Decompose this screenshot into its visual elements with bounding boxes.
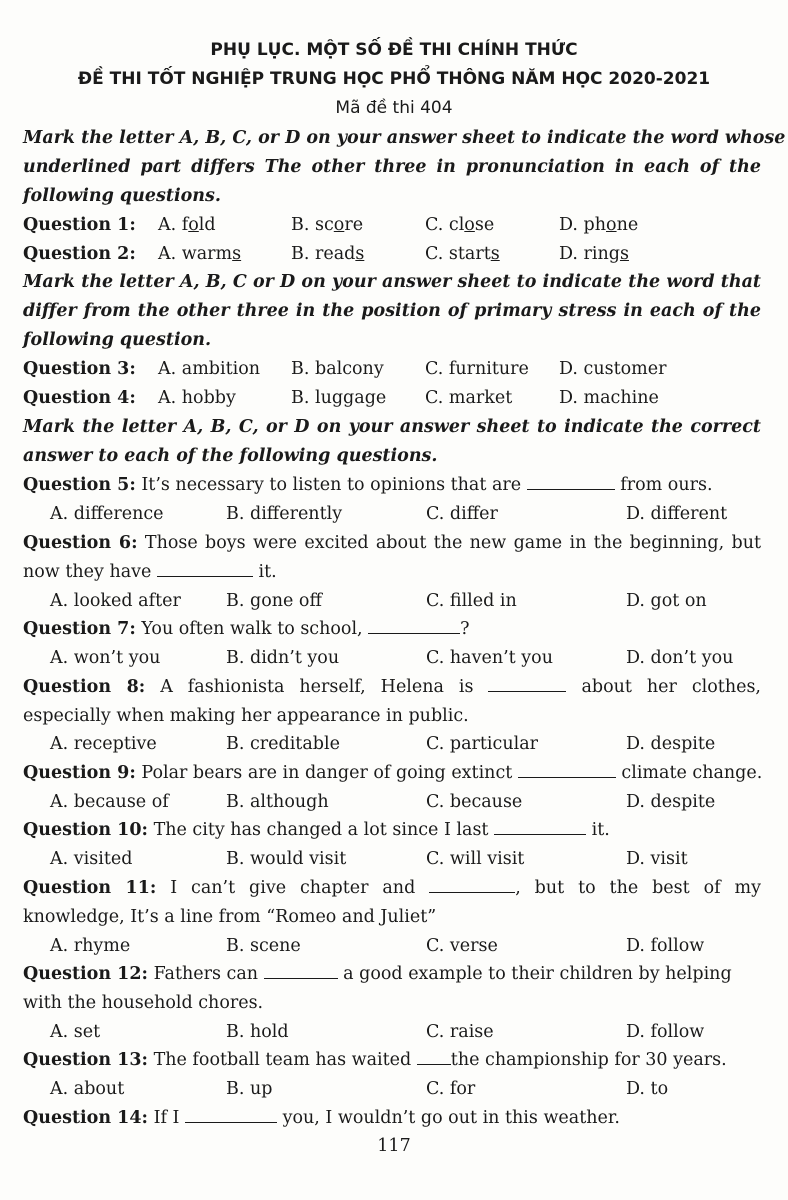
exam-title: ĐỀ THI TỐT NGHIỆP TRUNG HỌC PHỔ THÔNG NĂM HỌC 2020-2021 [77,69,711,89]
q5-option-a[interactable]: A. difference [50,504,164,524]
instruction-stress-1: Mark the letter A, B, C or D on your answer sheet to indicate the word that [23,272,761,292]
q13-option-c[interactable]: C. for [426,1079,476,1099]
question-14-stem: Question 14: If I you, I wouldn’t go out in this weather. [23,1108,620,1128]
answer-blank [527,475,615,490]
answer-blank [157,562,253,577]
answer-blank [429,878,515,893]
question-8-stem-cont: especially when making her appearance in public. [23,706,469,726]
question-4-label: Question 4: [23,388,136,408]
q12-option-b[interactable]: B. hold [226,1022,289,1042]
q3-option-a[interactable]: A. ambition [158,359,261,379]
q6-option-c[interactable]: C. filled in [426,591,517,611]
q13-option-a[interactable]: A. about [50,1079,125,1099]
q3-option-c[interactable]: C. furniture [425,359,529,379]
q4-option-c[interactable]: C. market [425,388,513,408]
answer-blank [264,964,338,979]
q2-option-c[interactable]: C. starts [425,244,500,264]
question-11-stem-cont: knowledge, It’s a line from “Romeo and Juliet” [23,907,437,927]
q6-option-b[interactable]: B. gone off [226,591,322,611]
q10-option-a[interactable]: A. visited [50,849,133,869]
q6-option-d[interactable]: D. got on [626,591,707,611]
q12-option-d[interactable]: D. follow [626,1022,705,1042]
instruction-correct-2: answer to each of the following questions. [23,446,438,466]
appendix-title: PHỤ LỤC. MỘT SỐ ĐỀ THI CHÍNH THỨC [210,40,578,60]
question-6-stem-cont: now they have it. [23,562,277,582]
question-13-stem: Question 13: The football team has waited the championship for 30 years. [23,1050,727,1070]
q1-option-c[interactable]: C. close [425,215,495,235]
q7-option-a[interactable]: A. won’t you [50,648,161,668]
q2-option-d[interactable]: D. rings [559,244,629,264]
q10-option-b[interactable]: B. would visit [226,849,347,869]
q10-option-d[interactable]: D. visit [626,849,688,869]
q11-option-c[interactable]: C. verse [426,936,498,956]
q13-option-b[interactable]: B. up [226,1079,273,1099]
q2-option-b[interactable]: B. reads [291,244,365,264]
question-12-stem-cont: with the household chores. [23,993,264,1013]
instruction-pronunciation-1: Mark the letter A, B, C, or D on your answer sheet to indicate the word whose [23,128,786,148]
q3-option-d[interactable]: D. customer [559,359,667,379]
question-8-stem: Question 8: A fashionista herself, Helena is about her clothes, [23,677,761,697]
q9-option-c[interactable]: C. because [426,792,523,812]
q13-option-d[interactable]: D. to [626,1079,669,1099]
instruction-pronunciation-3: following questions. [23,186,221,206]
q9-option-b[interactable]: B. although [226,792,329,812]
q8-option-d[interactable]: D. despite [626,734,716,754]
answer-blank [417,1050,451,1065]
q4-option-b[interactable]: B. luggage [291,388,387,408]
page-number: 117 [377,1136,411,1156]
answer-blank [494,820,586,835]
instruction-stress-2: differ from the other three in the position of primary stress in each of the [23,301,761,321]
q10-option-c[interactable]: C. will visit [426,849,525,869]
exam-code: Mã đề thi 404 [335,98,453,118]
instruction-stress-3: following question. [23,330,212,350]
question-11-stem: Question 11: I can’t give chapter and , but to the best of my [23,878,761,898]
q5-option-c[interactable]: C. differ [426,504,498,524]
q8-option-a[interactable]: A. receptive [50,734,157,754]
q4-option-a[interactable]: A. hobby [158,388,236,408]
answer-blank [185,1108,277,1123]
question-10-stem: Question 10: The city has changed a lot since I last it. [23,820,610,840]
q1-option-d[interactable]: D. phone [559,215,639,235]
q5-option-b[interactable]: B. differently [226,504,343,524]
q7-option-d[interactable]: D. don’t you [626,648,734,668]
q1-option-a[interactable]: A. fold [158,215,216,235]
instruction-pronunciation-2: underlined part differs The other three in pronunciation in each of the [23,157,761,177]
q7-option-c[interactable]: C. haven’t you [426,648,553,668]
q4-option-d[interactable]: D. machine [559,388,659,408]
question-2-label: Question 2: [23,244,136,264]
answer-blank [488,677,566,692]
question-12-stem: Question 12: Fathers can a good example to their children by helping [23,964,732,984]
answer-blank [518,763,616,778]
q9-option-a[interactable]: A. because of [50,792,169,812]
question-3-label: Question 3: [23,359,136,379]
question-5-stem: Question 5: It’s necessary to listen to opinions that are from ours. [23,475,713,495]
question-1-label: Question 1: [23,215,136,235]
q2-option-a[interactable]: A. warms [158,244,242,264]
question-9-stem: Question 9: Polar bears are in danger of going extinct climate change. [23,763,763,783]
question-7-stem: Question 7: You often walk to school, ? [23,619,470,639]
q7-option-b[interactable]: B. didn’t you [226,648,340,668]
q8-option-c[interactable]: C. particular [426,734,538,754]
q8-option-b[interactable]: B. creditable [226,734,340,754]
q11-option-b[interactable]: B. scene [226,936,301,956]
q6-option-a[interactable]: A. looked after [50,591,181,611]
q3-option-b[interactable]: B. balcony [291,359,384,379]
question-6-stem: Question 6: Those boys were excited about the new game in the beginning, but [23,533,762,553]
q11-option-d[interactable]: D. follow [626,936,705,956]
q9-option-d[interactable]: D. despite [626,792,716,812]
q12-option-a[interactable]: A. set [50,1022,101,1042]
answer-blank [368,619,460,634]
instruction-correct-1: Mark the letter A, B, C, or D on your answer sheet to indicate the correct [23,417,761,437]
q1-option-b[interactable]: B. score [291,215,364,235]
q12-option-c[interactable]: C. raise [426,1022,494,1042]
q11-option-a[interactable]: A. rhyme [50,936,131,956]
q5-option-d[interactable]: D. different [626,504,728,524]
